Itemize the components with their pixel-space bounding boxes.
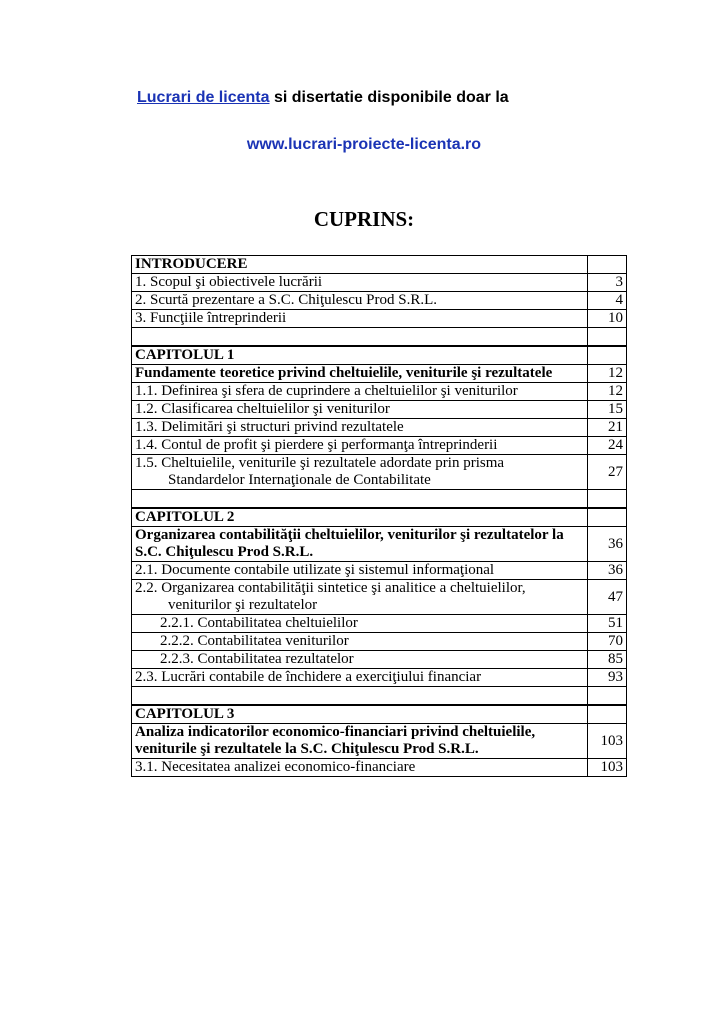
- toc-entry[interactable]: 3. Funcţiile întreprinderii: [132, 310, 588, 328]
- chapter-title[interactable]: Fundamente teoretice privind cheltuielile, veniturile şi rezultatele: [132, 365, 588, 383]
- toc-row: [132, 724, 627, 759]
- url-line: [0, 136, 728, 154]
- toc-row: [132, 651, 627, 669]
- toc-row: [132, 383, 627, 401]
- toc-entry[interactable]: 2.1. Documente contabile utilizate şi sistemul informaţional: [132, 562, 588, 580]
- toc-page: [588, 705, 627, 724]
- toc-page: 85: [588, 651, 627, 669]
- toc-entry[interactable]: 3.1. Necesitatea analizei economico-financiare: [132, 759, 588, 777]
- toc-page: [588, 256, 627, 274]
- table-of-contents: [131, 255, 627, 777]
- chapter-heading: CAPITOLUL 3: [132, 705, 588, 724]
- page-title: CUPRINS:: [313, 207, 415, 231]
- toc-entry[interactable]: 1.4. Contul de profit şi pierdere şi performanţa întreprinderii: [132, 437, 588, 455]
- toc-entry[interactable]: 1.3. Delimitări şi structuri privind rezultatele: [132, 419, 588, 437]
- toc-page: 12: [588, 383, 627, 401]
- toc-row: [132, 633, 627, 651]
- toc-row: [132, 455, 627, 490]
- toc-row: [132, 437, 627, 455]
- toc-subentry[interactable]: 2.2.3. Contabilitatea rezultatelor: [132, 651, 588, 669]
- toc-page: 36: [588, 527, 627, 562]
- site-url-link[interactable]: www.lucrari-proiecte-licenta.ro: [246, 136, 482, 153]
- toc-entry[interactable]: 2.3. Lucrări contabile de închidere a exerciţiului financiar: [132, 669, 588, 687]
- licenta-link[interactable]: Lucrari de licenta: [137, 89, 270, 106]
- toc-entry-line: 2.2. Organizarea contabilităţii sintetice şi analitice a cheltuielilor,: [135, 580, 526, 596]
- promo-line: [137, 89, 509, 107]
- toc-row: [132, 274, 627, 292]
- toc-entry[interactable]: 1.2. Clasificarea cheltuielilor şi veniturilor: [132, 401, 588, 419]
- chapter-title[interactable]: Analiza indicatorilor economico-financiari privind cheltuielile, veniturile şi rezultatele la S.C. Chiţulescu Prod S.R.L.: [132, 724, 588, 759]
- spacer-row: [132, 687, 627, 706]
- toc-page: 10: [588, 310, 627, 328]
- toc-page: 36: [588, 562, 627, 580]
- chapter-heading: CAPITOLUL 2: [132, 508, 588, 527]
- toc-row: [132, 508, 627, 527]
- toc-page: 21: [588, 419, 627, 437]
- chapter-heading: CAPITOLUL 1: [132, 346, 588, 365]
- toc-row: [132, 615, 627, 633]
- spacer-row: [132, 490, 627, 509]
- toc-row: [132, 346, 627, 365]
- toc-row: [132, 527, 627, 562]
- promo-text: si disertatie disponibile doar la: [269, 89, 509, 106]
- toc-page: 15: [588, 401, 627, 419]
- toc-subentry[interactable]: 2.2.2. Contabilitatea veniturilor: [132, 633, 588, 651]
- toc-row: [132, 365, 627, 383]
- toc-page: [588, 508, 627, 527]
- toc-page: [588, 346, 627, 365]
- toc-page: 103: [588, 724, 627, 759]
- toc-row: [132, 310, 627, 328]
- intro-heading: INTRODUCERE: [132, 256, 588, 274]
- toc-entry[interactable]: [132, 580, 588, 615]
- toc-entry-line: veniturilor şi rezultatelor: [168, 597, 318, 613]
- toc-row: [132, 256, 627, 274]
- toc-page: 70: [588, 633, 627, 651]
- toc-row: [132, 419, 627, 437]
- toc-page: 24: [588, 437, 627, 455]
- toc-page: 103: [588, 759, 627, 777]
- toc-entry-line: Standardelor Internaţionale de Contabilitate: [168, 472, 431, 488]
- toc-row: [132, 669, 627, 687]
- toc-row: [132, 580, 627, 615]
- spacer-row: [132, 328, 627, 347]
- toc-page: 4: [588, 292, 627, 310]
- toc-row: [132, 562, 627, 580]
- toc-entry[interactable]: 1.1. Definirea şi sfera de cuprindere a cheltuielilor şi veniturilor: [132, 383, 588, 401]
- toc-entry-line: 1.5. Cheltuielile, veniturile şi rezultatele adordate prin prisma: [135, 455, 505, 471]
- toc-page: 27: [588, 455, 627, 490]
- toc-row: [132, 401, 627, 419]
- toc-entry[interactable]: 2. Scurtă prezentare a S.C. Chiţulescu Prod S.R.L.: [132, 292, 588, 310]
- toc-page: 51: [588, 615, 627, 633]
- toc-row: [132, 705, 627, 724]
- toc-page: 93: [588, 669, 627, 687]
- toc-entry[interactable]: [132, 455, 588, 490]
- toc-row: [132, 292, 627, 310]
- chapter-title[interactable]: Organizarea contabilităţii cheltuielilor, veniturilor şi rezultatelor la S.C. Chiţulescu Prod S.R.L.: [132, 527, 588, 562]
- toc-page: 47: [588, 580, 627, 615]
- toc-subentry[interactable]: 2.2.1. Contabilitatea cheltuielilor: [132, 615, 588, 633]
- toc-row: [132, 759, 627, 777]
- toc-page: 12: [588, 365, 627, 383]
- toc-page: 3: [588, 274, 627, 292]
- toc-entry[interactable]: 1. Scopul şi obiectivele lucrării: [132, 274, 588, 292]
